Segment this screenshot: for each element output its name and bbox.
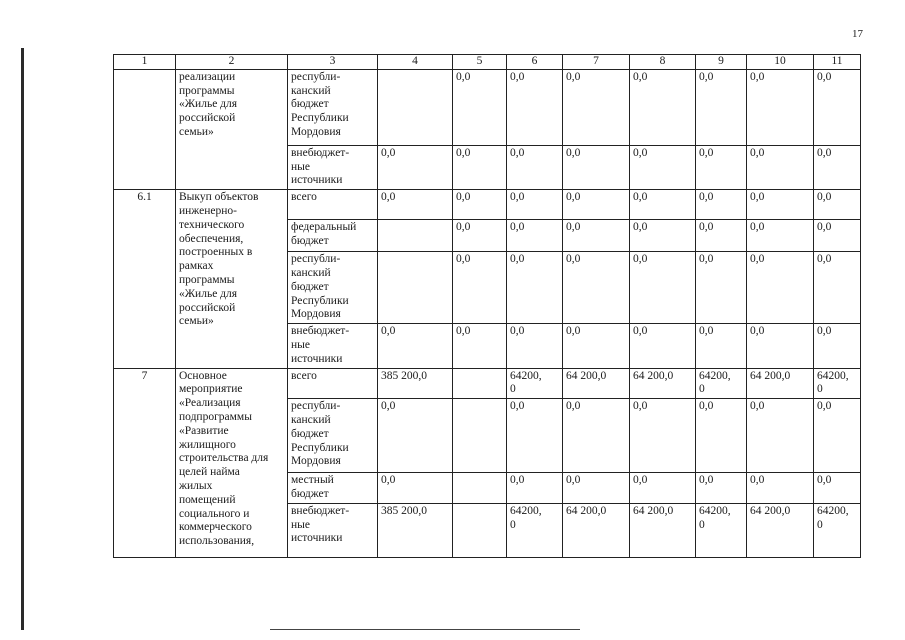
funding-source: внебюджет- ные источники [288,324,378,368]
amount-cell: 0,0 [507,252,563,324]
amount-cell: 0,0 [507,399,563,473]
amount-cell: 0,0 [563,220,630,252]
column-header: 4 [378,55,453,70]
funding-source: внебюджет- ные источники [288,145,378,189]
amount-cell: 0,0 [814,473,861,504]
amount-cell: 0,0 [814,252,861,324]
amount-cell: 0,0 [630,145,696,189]
funding-source: всего [288,190,378,220]
amount-cell: 0,0 [747,190,814,220]
amount-cell: 64 200,0 [563,368,630,399]
amount-cell: 0,0 [507,473,563,504]
amount-cell: 0,0 [378,473,453,504]
funding-source: республи- канский бюджет Республики Мордовия [288,252,378,324]
amount-cell: 0,0 [378,399,453,473]
amount-cell: 0,0 [630,324,696,368]
amount-cell: 0,0 [630,252,696,324]
amount-cell: 0,0 [747,252,814,324]
amount-cell: 0,0 [630,220,696,252]
amount-cell: 0,0 [696,324,747,368]
table-header-row [114,55,861,70]
funding-source: республи- канский бюджет Республики Мордовия [288,69,378,145]
amount-cell: 0,0 [814,69,861,145]
column-header: 10 [747,55,814,70]
amount-cell: 0,0 [747,69,814,145]
amount-cell: 0,0 [453,145,507,189]
amount-cell [378,69,453,145]
column-header: 9 [696,55,747,70]
amount-cell: 0,0 [453,220,507,252]
amount-cell: 0,0 [507,220,563,252]
amount-cell: 0,0 [507,324,563,368]
amount-cell [453,399,507,473]
funding-source: республи- канский бюджет Республики Мордовия [288,399,378,473]
amount-cell: 0,0 [453,69,507,145]
table-row [114,368,861,399]
amount-cell: 0,0 [563,69,630,145]
amount-cell: 64200, 0 [696,503,747,557]
activity-name: Выкуп объектов инженерно- технического обеспечения, построенных в рамках программы «Жилье для российской семьи» [176,190,288,368]
amount-cell: 0,0 [378,324,453,368]
scan-edge-shadow [21,48,24,630]
amount-cell: 64200, 0 [507,503,563,557]
amount-cell: 0,0 [630,190,696,220]
amount-cell: 64 200,0 [563,503,630,557]
column-header: 8 [630,55,696,70]
amount-cell: 0,0 [507,190,563,220]
amount-cell: 64200, 0 [507,368,563,399]
amount-cell: 0,0 [696,145,747,189]
amount-cell: 64200, 0 [814,503,861,557]
amount-cell: 0,0 [747,145,814,189]
funding-source: внебюджет- ные источники [288,503,378,557]
amount-cell: 0,0 [630,399,696,473]
activity-name: реализации программы «Жилье для российской семьи» [176,69,288,189]
column-header: 5 [453,55,507,70]
amount-cell: 0,0 [563,324,630,368]
amount-cell: 64200, 0 [814,368,861,399]
funding-source: всего [288,368,378,399]
funding-source: федеральный бюджет [288,220,378,252]
column-header: 2 [176,55,288,70]
row-number: 7 [114,368,176,557]
amount-cell: 0,0 [814,399,861,473]
amount-cell: 0,0 [747,220,814,252]
amount-cell: 64 200,0 [630,503,696,557]
amount-cell: 0,0 [630,69,696,145]
table-row [114,190,861,220]
funding-source: местный бюджет [288,473,378,504]
amount-cell [453,473,507,504]
amount-cell: 0,0 [747,473,814,504]
amount-cell: 64200, 0 [696,368,747,399]
amount-cell: 0,0 [696,190,747,220]
amount-cell: 0,0 [563,145,630,189]
amount-cell: 0,0 [453,324,507,368]
row-number: 6.1 [114,190,176,368]
amount-cell: 0,0 [563,252,630,324]
amount-cell: 0,0 [696,252,747,324]
amount-cell: 385 200,0 [378,503,453,557]
amount-cell: 64 200,0 [630,368,696,399]
amount-cell [453,368,507,399]
amount-cell: 0,0 [747,324,814,368]
amount-cell: 0,0 [563,190,630,220]
amount-cell: 0,0 [453,252,507,324]
amount-cell: 0,0 [814,190,861,220]
amount-cell [453,503,507,557]
amount-cell: 0,0 [630,473,696,504]
activity-name: Основное мероприятие «Реализация подпрограммы «Развитие жилищного строительства для целей найма жилых помещений социального и коммерческого использования, [176,368,288,557]
column-header: 11 [814,55,861,70]
budget-table [113,54,861,558]
table-row [114,69,861,145]
amount-cell: 0,0 [696,399,747,473]
page-number: 17 [852,28,863,40]
amount-cell: 0,0 [453,190,507,220]
amount-cell [378,252,453,324]
amount-cell: 0,0 [814,145,861,189]
column-header: 3 [288,55,378,70]
column-header: 7 [563,55,630,70]
amount-cell: 0,0 [507,69,563,145]
amount-cell: 0,0 [747,399,814,473]
amount-cell: 0,0 [563,399,630,473]
amount-cell [378,220,453,252]
amount-cell: 0,0 [378,190,453,220]
amount-cell: 385 200,0 [378,368,453,399]
amount-cell: 0,0 [378,145,453,189]
scan-bottom-line [270,629,580,630]
amount-cell: 0,0 [696,473,747,504]
amount-cell: 64 200,0 [747,503,814,557]
row-number [114,69,176,189]
amount-cell: 0,0 [696,69,747,145]
amount-cell: 0,0 [814,220,861,252]
amount-cell: 64 200,0 [747,368,814,399]
amount-cell: 0,0 [814,324,861,368]
amount-cell: 0,0 [563,473,630,504]
column-header: 6 [507,55,563,70]
amount-cell: 0,0 [507,145,563,189]
amount-cell: 0,0 [696,220,747,252]
column-header: 1 [114,55,176,70]
